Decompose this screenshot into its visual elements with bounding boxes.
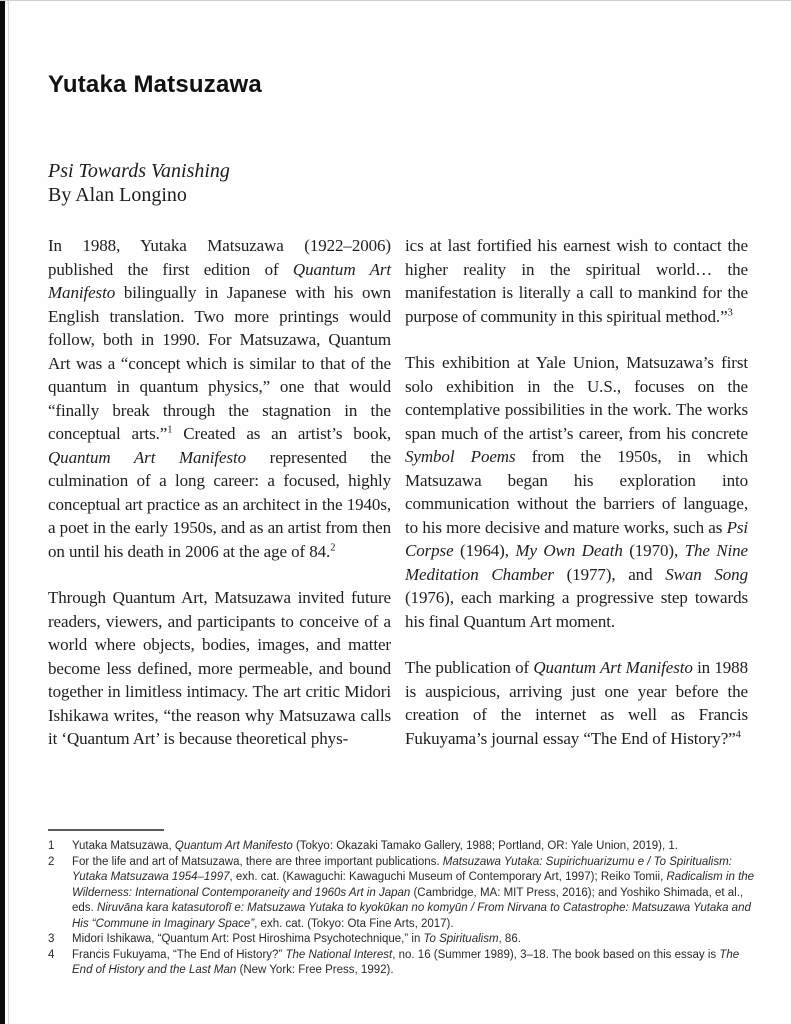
footnote-text: Midori Ishikawa, “Quantum Art: Post Hiroshima Psychotechnique,” in To Spiritualism, 86. <box>72 933 521 945</box>
paragraph-2: Through Quantum Art, Matsuzawa invited future readers, viewers, and participants to conceive of a world where objects, bodies, images, and matter become less defined, more permeable, and bound together in limitless intimacy. The art critic Midori Ishikawa writes, “the reason why Matsuzawa calls it ‘Quantum Art’ is because theoretical phys- <box>48 588 391 748</box>
byline: By Alan Longino <box>48 184 187 206</box>
paragraph-3: ics at last fortified his earnest wish to contact the higher reality in the spiritual world… the manifestation is literally a call to mankind for the purpose of community in this spiritual method.”$^3$ <box>405 236 748 326</box>
column-right <box>405 234 748 751</box>
paragraph-1: In 1988, Yutaka Matsuzawa (1922–2006) published the first edition of Quantum Art Manifesto bilingually in Japanese with his own English translation. Two more printings would follow, both in 1990. For Matsuzawa, Quantum Art was a “concept which is similar to that of the quantum in quantum physics,” one that would “finally break through the stagnation in the conceptual arts.”$^1$ Created as an artist’s book, Quantum Art Manifesto represented the culmination of a long career: a focused, highly conceptual art practice as an architect in the 1940s, a poet in the early 1950s, and as an artist from then on until his death in 2006 at the age of 84.$^2$ <box>48 236 391 561</box>
footnote-3 <box>48 932 755 948</box>
footnote-text: Yutaka Matsuzawa, Quantum Art Manifesto (Tokyo: Okazaki Tamako Gallery, 1988; Portland, OR: Yale Union, 2019), 1. <box>72 840 678 852</box>
footnote-number: 1 <box>48 840 55 852</box>
footnote-number: 2 <box>48 855 55 868</box>
footnote-text: For the life and art of Matsuzawa, there are three important publications. Matsuzawa Yutaka: Supirichuarizumu e / To Spiritualism: Yutaka Matsuzawa 1954–1997, exh. cat. (Kawaguchi: Kawaguchi Museum of Contemporary Art, 1997); Reiko Tomii, Radicalism in the Wilderness: International Contemporaneity and 1960s Art in Japan (Cambridge, MA: MIT Press, 2016); and Yoshiko Shimada, et al., eds. Niruvāna kara katasutorofī e: Matsuzawa Yutaka to kyokūkan no komyūn / From Nirvana to Catastrophe: Matsuzawa Yutaka and His “Commune in Imaginary Space”, exh. cat. (Tokyo: Ota Fine Arts, 2017). <box>72 855 755 930</box>
scan-edge-bar <box>0 1 5 1024</box>
footnote-1 <box>48 839 755 855</box>
paragraph-5: The publication of Quantum Art Manifesto in 1988 is auspicious, arriving just one year before the creation of the internet as well as Francis Fukuyama’s journal essay “The End of History?”$^4$ <box>405 658 748 748</box>
essay-title: Psi Towards Vanishing <box>48 160 230 182</box>
footnotes-section <box>48 829 755 979</box>
footnote-text: Francis Fukuyama, “The End of History?” The National Interest, no. 16 (Summer 1989), 3–18. The book based on this essay is The End of History and the Last Man (New York: Free Press, 1992). <box>72 948 740 976</box>
body-columns <box>48 234 748 751</box>
footnote-number: 4 <box>48 948 55 961</box>
page-title: Yutaka Matsuzawa <box>48 71 262 99</box>
scan-edge-line <box>8 1 9 1024</box>
essay-header <box>48 159 230 207</box>
column-left <box>48 234 391 751</box>
footnote-number: 3 <box>48 933 55 945</box>
paragraph-4: This exhibition at Yale Union, Matsuzawa’s first solo exhibition in the U.S., focuses on the contemplative possibilities in the work. The works span much of the artist’s career, from his concrete Symbol Poems from the 1950s, in which Matsuzawa began his exploration into communication without the barriers of language, to his more decisive and mature works, such as Psi Corpse (1964), My Own Death (1970), The Nine Meditation Chamber (1977), and Swan Song (1976), each marking a progressive step towards his final Quantum Art moment. <box>405 353 748 631</box>
footnote-rule <box>48 829 164 831</box>
footnote-4 <box>48 948 755 979</box>
footnote-2 <box>48 855 755 933</box>
